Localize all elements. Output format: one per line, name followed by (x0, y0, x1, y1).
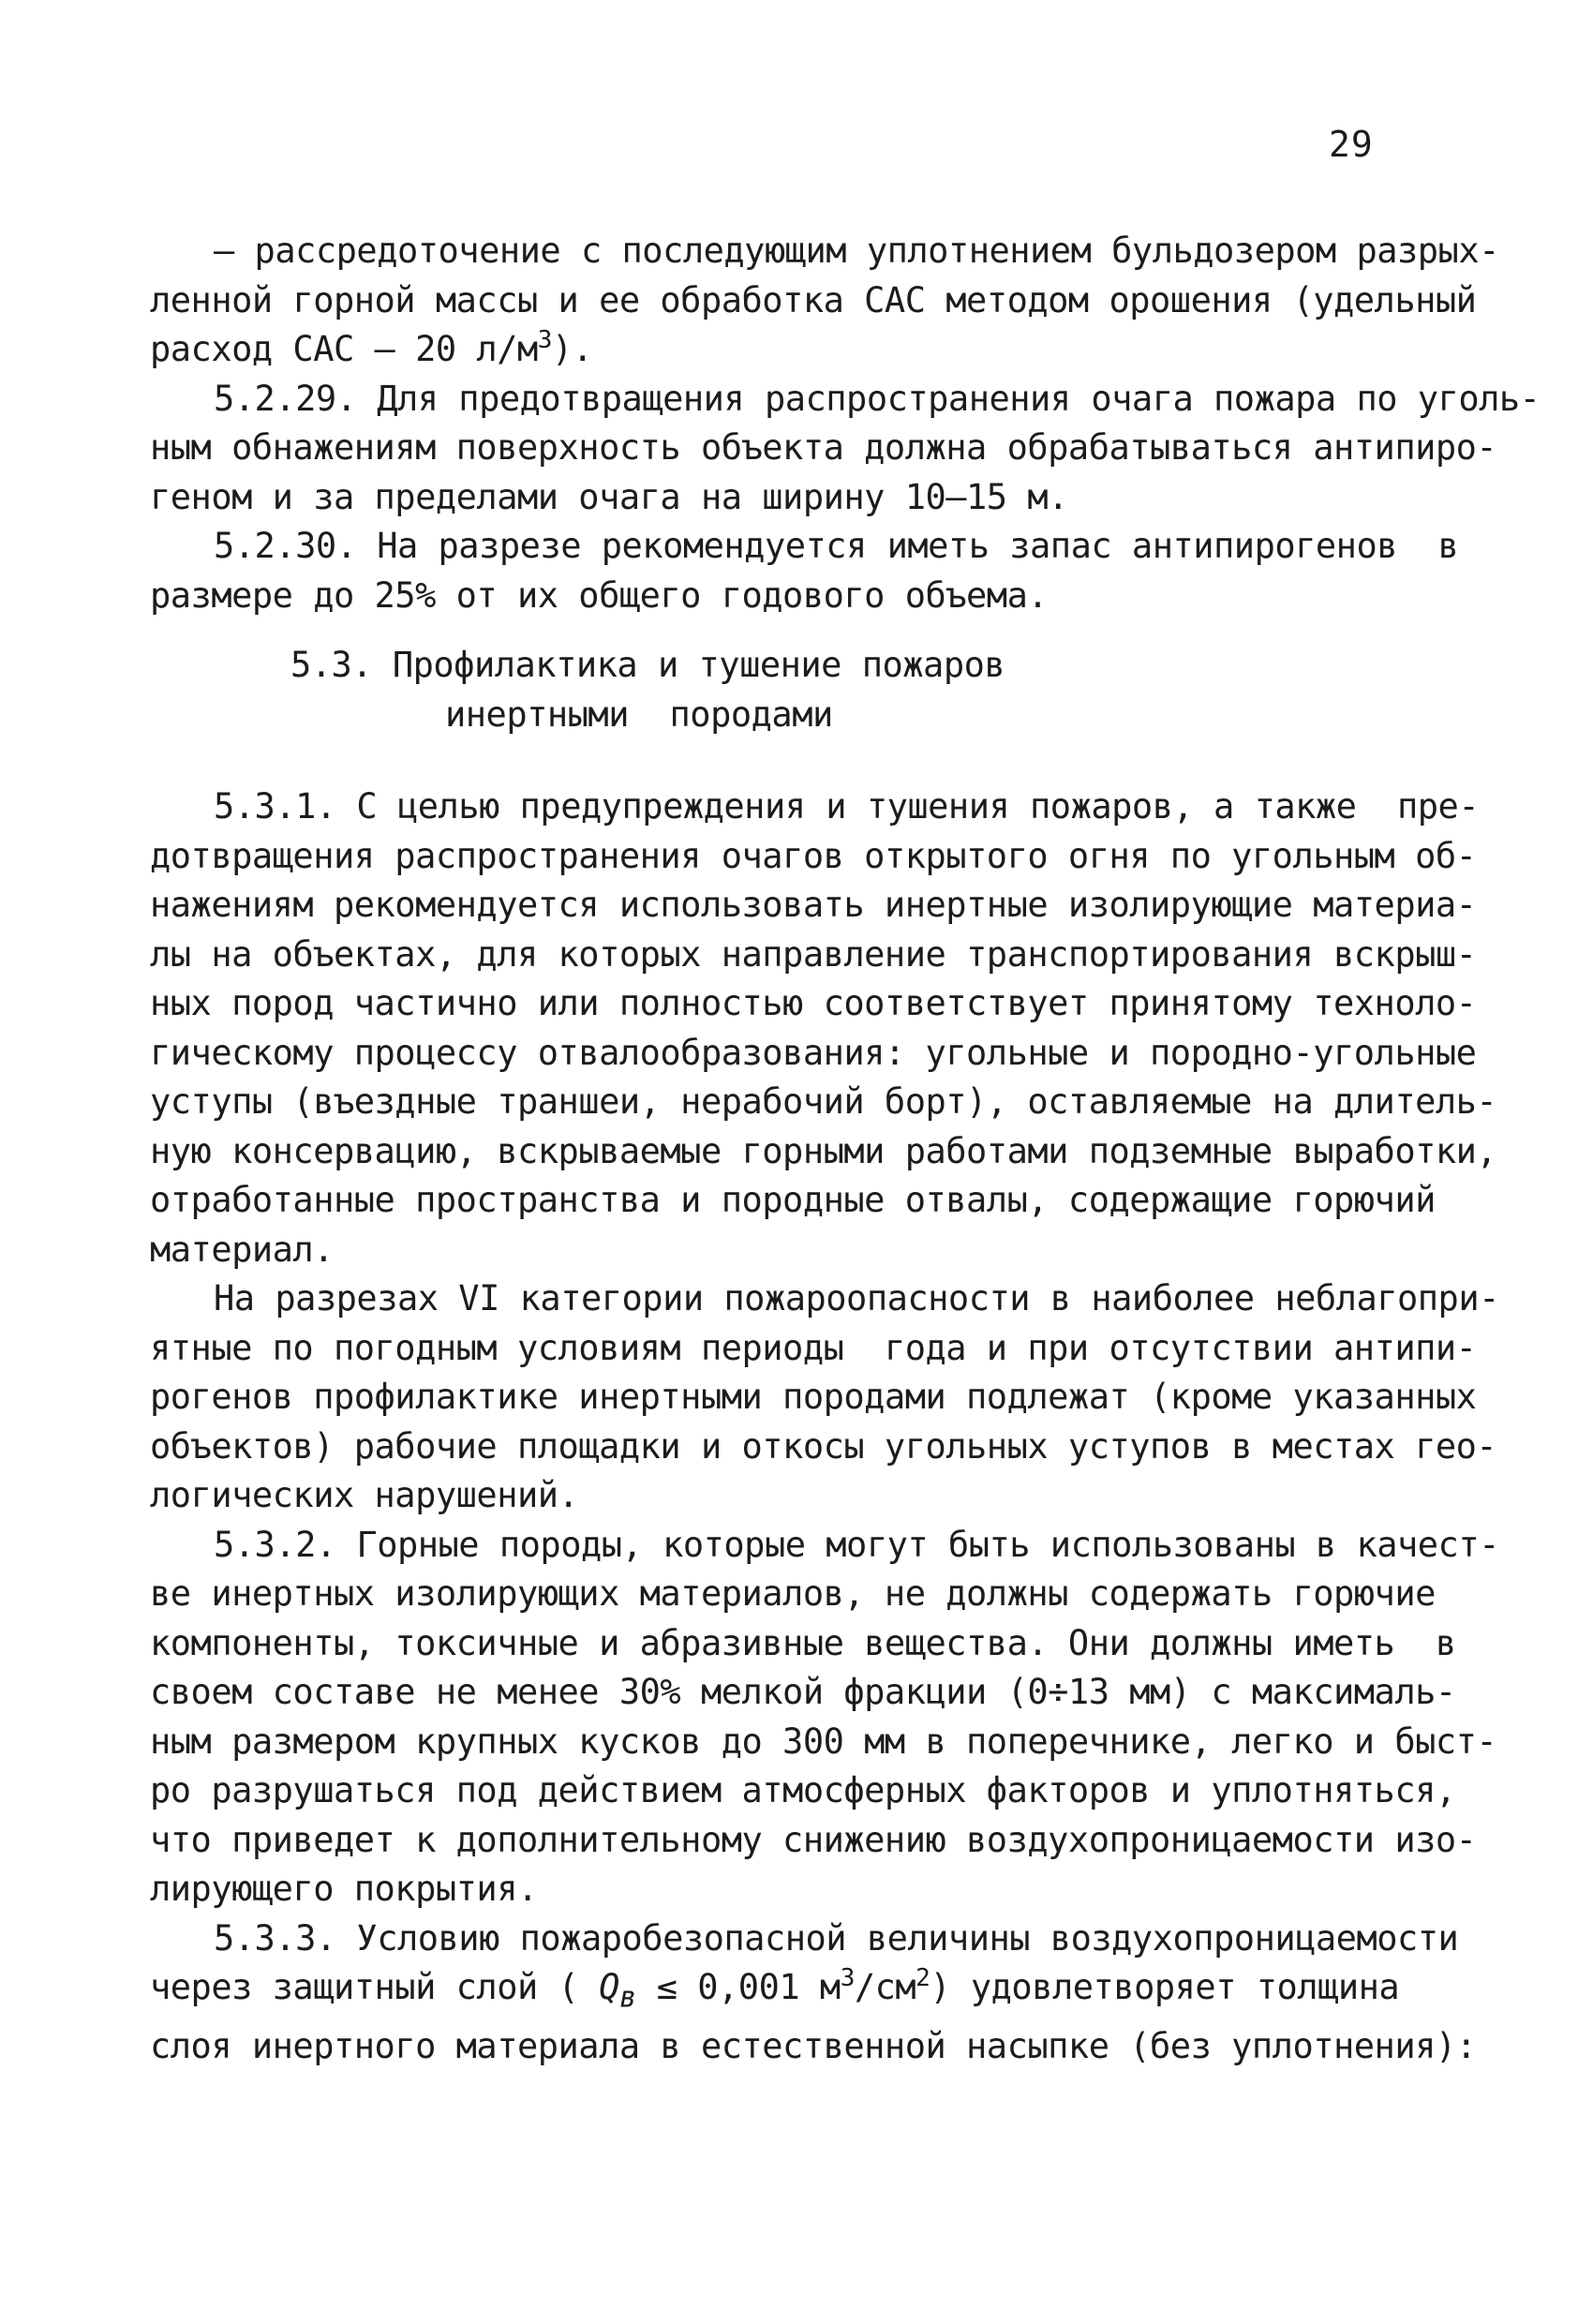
text-line: ным обнажениям поверхность объекта должна обрабатываться антипиро- (150, 427, 1497, 468)
section-title-continued: инертными породами (445, 693, 833, 735)
text-line: объектов) рабочие площадки и откосы угольных уступов в местах гео- (150, 1425, 1497, 1467)
paragraph-category-vi (150, 1274, 1499, 1521)
text-line: 5.2.29. Для предотвращения распространения очага пожара по уголь- (214, 378, 1541, 419)
text-line: ную консервацию, вскрываемые горными работами подземные выработки, (150, 1130, 1497, 1171)
text-fragment: /см (854, 1967, 916, 2007)
text-line (150, 325, 1481, 375)
paragraph-5-3-2 (150, 1521, 1499, 1914)
text-line: ленной горной массы и ее обработка САС методом орошения (удельный (150, 279, 1477, 320)
section-heading-5-3 (150, 641, 1481, 739)
text-line: отработанные пространства и породные отвалы, содержащие горючий (150, 1180, 1436, 1220)
text-line: материал. (150, 1229, 334, 1270)
text-line: ве инертных изолирующих материалов, не должны содержать горючие (150, 1573, 1436, 1614)
text-line: нажениям рекомендуется использовать инертные изолирующие материа- (150, 885, 1477, 925)
text-line: рогенов профилактике инертными породами подлежат (кроме указанных (150, 1377, 1477, 1417)
text-line: логических нарушений. (150, 1475, 579, 1515)
text-line: 5.3.3. Условию пожаробезопасной величины воздухопроницаемости (214, 1917, 1459, 1959)
text-line: дотвращения распространения очагов открытого огня по угольным об- (150, 835, 1477, 876)
text-fragment: ≤ 0,001 м (635, 1967, 841, 2007)
text-line: 5.3.2. Горные породы, которые могут быть использованы в качест- (214, 1524, 1499, 1565)
text-line: лы на объектах, для которых направление транспортирования вскрыш- (150, 933, 1477, 975)
text-line: геном и за пределами очага на ширину 10–15 м. (150, 476, 1068, 517)
paragraph-5-2-29 (150, 375, 1541, 523)
text-line: своем составе не менее 30% мелкой фракции (0÷13 мм) с максималь- (150, 1672, 1456, 1712)
text-fragment: ). (551, 329, 593, 369)
paragraph-5-3-1 (150, 782, 1497, 1274)
paragraph-5-3-3 (150, 1914, 1481, 2072)
text-line: 5.2.30. На разрезе рекомендуется иметь запас антипирогенов в (214, 526, 1459, 566)
paragraph-5-2-30 (150, 522, 1481, 620)
spacer (150, 620, 1481, 641)
text-line: лирующего покрытия. (150, 1869, 538, 1909)
document-body (150, 227, 1541, 2071)
paragraph-dispersal (150, 227, 1499, 375)
section-title: 5.3. Профилактика и тушение пожаров (290, 645, 1005, 685)
text-line: слоя инертного материала в естественной насыпке (без уплотнения): (150, 2025, 1477, 2066)
text-line: уступы (въездные траншеи, нерабочий борт), оставляемые на длитель- (150, 1081, 1497, 1122)
text-line: 5.3.1. С целью предупреждения и тушения пожаров, а также пре- (214, 786, 1480, 827)
text-fragment: через защитный слой ( (150, 1967, 600, 2007)
text-line: – рассредоточение с последующим уплотнением бульдозером разрых- (214, 231, 1499, 271)
formula-subscript: в (618, 1980, 636, 2015)
text-line-formula (150, 1963, 1481, 2022)
superscript: 3 (537, 326, 552, 354)
text-line: размере до 25% от их общего годового объема. (150, 574, 1049, 616)
text-fragment: расход САС – 20 л/м (150, 329, 538, 369)
formula-symbol-q: Q (599, 1967, 619, 2007)
page-number: 29 (1329, 124, 1374, 165)
text-line: ных пород частично или полностью соответствует принятому техноло- (150, 983, 1477, 1023)
text-line: компоненты, токсичные и абразивные вещества. Они должны иметь в (150, 1622, 1456, 1663)
text-line: ятные по погодным условиям периоды года и при отсутствии антипи- (150, 1327, 1477, 1368)
text-line: На разрезах VI категории пожароопасности в наиболее неблагопри- (214, 1278, 1499, 1318)
text-line: ным размером крупных кусков до 300 мм в поперечнике, легко и быст- (150, 1721, 1497, 1762)
spacer (150, 739, 1481, 782)
text-line: гическому процессу отвалообразования: угольные и породно-угольные (150, 1032, 1477, 1073)
superscript: 3 (840, 1964, 855, 1992)
text-line: что приведет к дополнительному снижению воздухопроницаемости изо- (150, 1819, 1477, 1860)
superscript: 2 (916, 1964, 930, 1992)
text-fragment: ) удовлетворяет толщина (930, 1967, 1400, 2007)
text-line: ро разрушаться под действием атмосферных факторов и уплотняться, (150, 1770, 1456, 1810)
